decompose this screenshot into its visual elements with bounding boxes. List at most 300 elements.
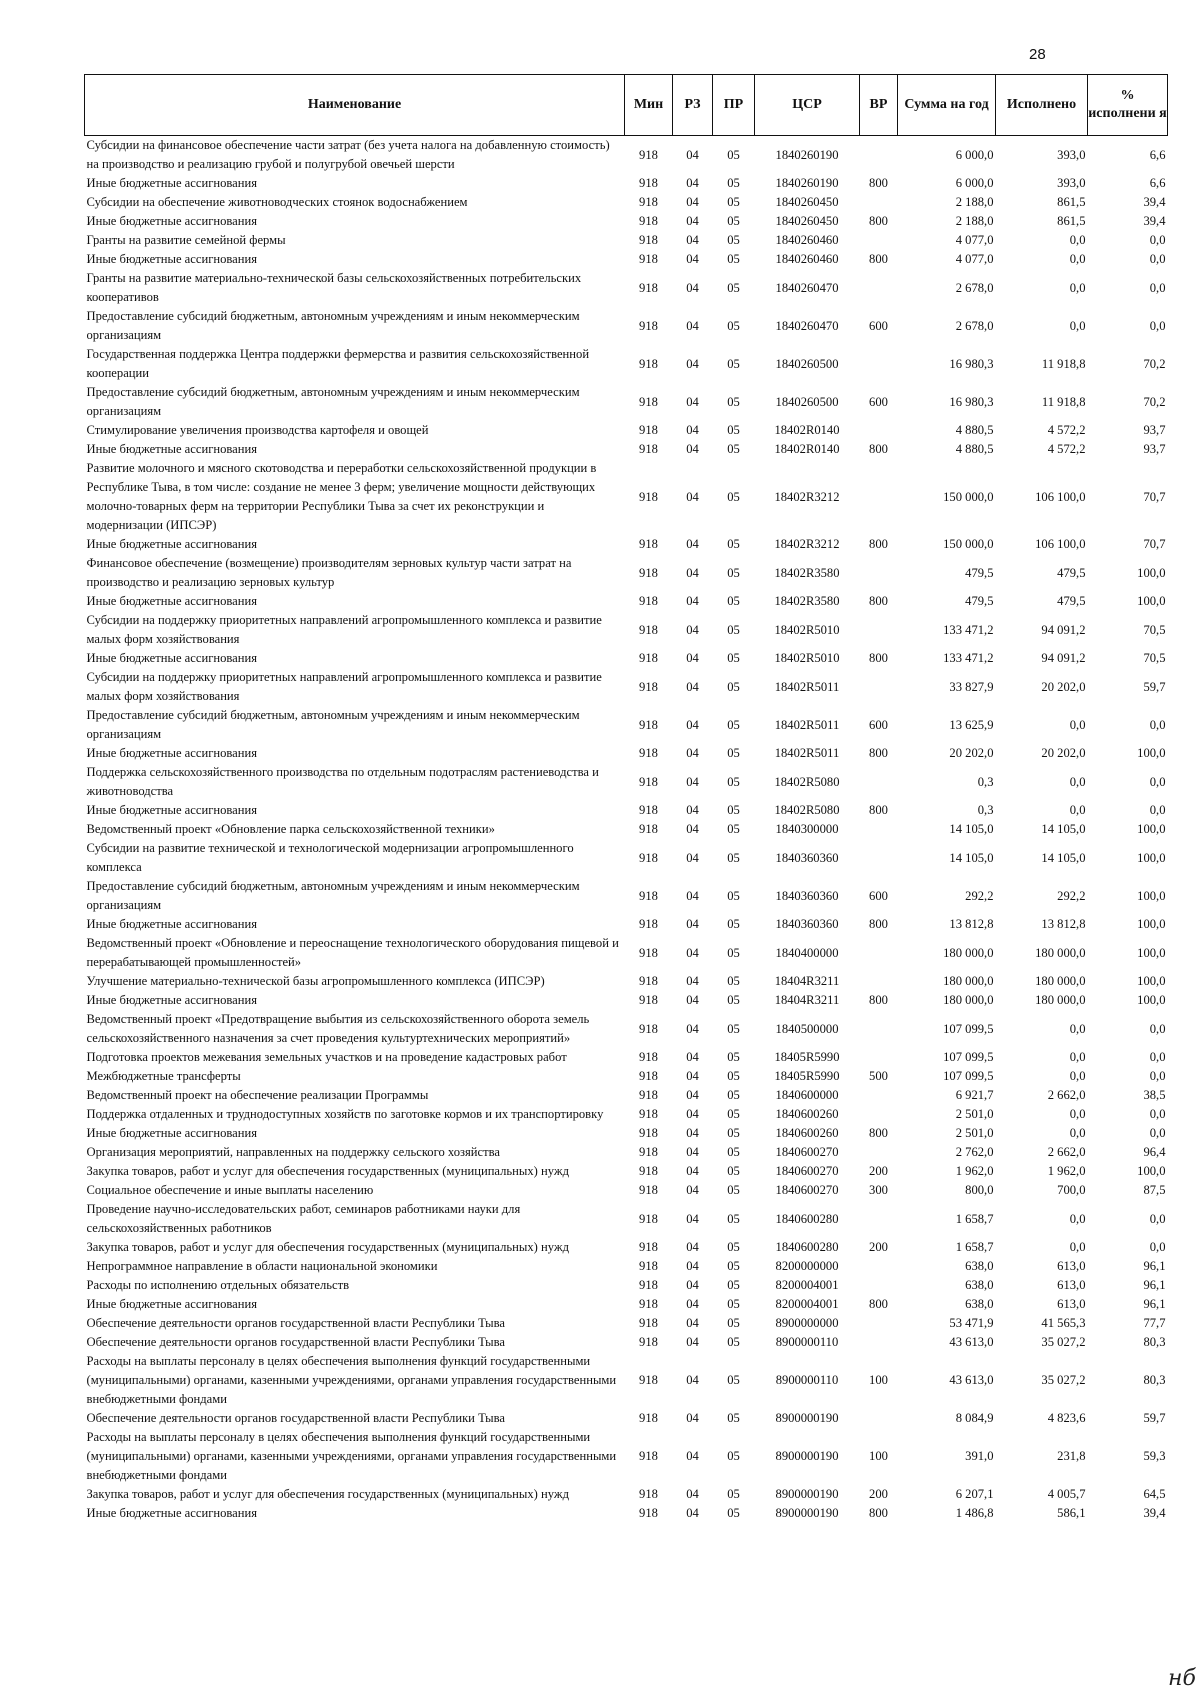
cell-pct: 100,0 [1137, 945, 1166, 960]
cell-name: Иные бюджетные ассигнования [86, 1126, 258, 1140]
col-header-pct: % исполнени я [1088, 75, 1168, 136]
cell-sum: 1 962,0 [955, 1164, 994, 1178]
cell-name: Субсидии на поддержку приоритетных направлений агропромышленного комплекса и развитие малых форм хозяйствования [86, 670, 602, 703]
col-header-pr: ПР [713, 75, 755, 136]
cell-rz: 04 [686, 945, 699, 960]
cell-sum: 107 099,5 [943, 1050, 994, 1064]
cell-min: 918 [639, 1050, 658, 1064]
cell-sum: 6 207,1 [955, 1487, 994, 1501]
cell-name: Развитие молочного и мясного скотоводства и переработки сельскохозяйственной продукции в Республике Тыва, в том числе: создание не менее 3 ферм; увеличение мощности действующих молочно-товарных ферм на территории Республики Тыва за счет их реконструкции и модернизации (ИПСЭР) [86, 461, 597, 532]
cell-rz: 04 [686, 1021, 699, 1036]
cell-rz: 04 [686, 717, 699, 732]
cell-done: 94 091,2 [1041, 651, 1086, 665]
cell-pct: 80,3 [1143, 1335, 1166, 1349]
cell-rz: 04 [686, 147, 699, 162]
cell-pct: 100,0 [1137, 888, 1166, 903]
cell-pct: 100,0 [1137, 993, 1166, 1007]
cell-name: Иные бюджетные ассигнования [86, 1506, 258, 1520]
cell-rz: 04 [686, 489, 699, 504]
cell-name: Улучшение материально-технической базы агропромышленного комплекса (ИПСЭР) [86, 974, 545, 988]
cell-done: 0,0 [1069, 252, 1086, 266]
cell-rz: 04 [686, 917, 699, 931]
cell-done: 231,8 [1057, 1449, 1086, 1463]
cell-min: 918 [639, 651, 658, 665]
cell-done: 861,5 [1057, 214, 1086, 228]
cell-done: 35 027,2 [1041, 1373, 1086, 1387]
cell-min: 918 [639, 176, 658, 190]
cell-sum: 2 678,0 [955, 280, 994, 295]
cell-sum: 43 613,0 [949, 1335, 994, 1349]
cell-csr: 1840600260 [775, 1107, 839, 1121]
table-row [85, 592, 1168, 611]
cell-done: 35 027,2 [1041, 1335, 1086, 1349]
cell-name: Поддержка отдаленных и труднодоступных хозяйств по заготовке кормов и их транспортировку [86, 1107, 604, 1121]
table-row [85, 1485, 1168, 1504]
cell-vr [860, 1257, 898, 1276]
cell-rz: 04 [686, 423, 699, 437]
cell-done: 0,0 [1069, 1050, 1086, 1064]
cell-vr [860, 269, 898, 307]
cell-vr: 800 [869, 1506, 888, 1520]
cell-pr: 05 [727, 1021, 740, 1036]
cell-pct: 39,4 [1143, 195, 1166, 209]
cell-min: 918 [639, 1183, 658, 1197]
cell-pct: 70,5 [1143, 651, 1166, 665]
handwritten-signature: нб [1168, 1666, 1196, 1691]
cell-pct: 96,1 [1143, 1259, 1166, 1273]
cell-rz: 04 [686, 1126, 699, 1140]
cell-pct: 0,0 [1149, 1021, 1166, 1036]
cell-sum: 0,3 [977, 803, 994, 817]
cell-sum: 180 000,0 [943, 974, 994, 988]
cell-name: Иные бюджетные ассигнования [86, 746, 258, 760]
cell-done: 180 000,0 [1035, 974, 1086, 988]
cell-vr [860, 136, 898, 175]
cell-rz: 04 [686, 356, 699, 371]
cell-rz: 04 [686, 1240, 699, 1254]
cell-pr: 05 [727, 622, 740, 637]
cell-pr: 05 [727, 717, 740, 732]
cell-min: 918 [639, 1164, 658, 1178]
cell-pr: 05 [727, 280, 740, 295]
cell-sum: 1 486,8 [955, 1506, 994, 1520]
cell-pct: 0,0 [1149, 1240, 1166, 1254]
cell-rz: 04 [686, 1088, 699, 1102]
cell-pct: 64,5 [1143, 1487, 1166, 1501]
cell-name: Непрограммное направление в области национальной экономики [86, 1259, 438, 1273]
cell-min: 918 [639, 746, 658, 760]
table-row [85, 269, 1168, 307]
cell-min: 918 [639, 1316, 658, 1330]
cell-csr: 1840260470 [775, 280, 839, 295]
cell-pct: 0,0 [1149, 252, 1166, 266]
cell-sum: 391,0 [965, 1449, 994, 1463]
cell-rz: 04 [686, 594, 699, 608]
cell-rz: 04 [686, 252, 699, 266]
table-row [85, 877, 1168, 915]
cell-min: 918 [639, 1240, 658, 1254]
cell-csr: 18402R0140 [774, 442, 840, 456]
cell-vr [860, 839, 898, 877]
table-row [85, 193, 1168, 212]
cell-pct: 100,0 [1137, 565, 1166, 580]
cell-rz: 04 [686, 774, 699, 789]
cell-pr: 05 [727, 888, 740, 903]
col-header-rz: РЗ [673, 75, 713, 136]
cell-done: 586,1 [1057, 1506, 1086, 1520]
cell-min: 918 [639, 565, 658, 580]
cell-min: 918 [639, 945, 658, 960]
cell-min: 918 [639, 1088, 658, 1102]
cell-sum: 6 000,0 [955, 147, 994, 162]
cell-vr: 800 [869, 1126, 888, 1140]
cell-sum: 107 099,5 [943, 1069, 994, 1083]
table-row [85, 1124, 1168, 1143]
cell-csr: 18402R5080 [774, 803, 840, 817]
cell-name: Иные бюджетные ассигнования [86, 1297, 258, 1311]
cell-pct: 96,4 [1143, 1145, 1166, 1159]
cell-pr: 05 [727, 233, 740, 247]
cell-vr: 800 [869, 917, 888, 931]
cell-pr: 05 [727, 1449, 740, 1463]
cell-sum: 16 980,3 [949, 394, 994, 409]
cell-name: Расходы на выплаты персоналу в целях обеспечения выполнения функций государственными (муниципальными) органами, казенными учреждениями, органами управления государственными внебюджетными фондами [86, 1354, 617, 1406]
cell-pr: 05 [727, 442, 740, 456]
cell-pct: 0,0 [1149, 1211, 1166, 1226]
cell-done: 0,0 [1069, 318, 1086, 333]
cell-min: 918 [639, 974, 658, 988]
cell-sum: 2 501,0 [955, 1126, 994, 1140]
cell-pct: 70,2 [1143, 356, 1166, 371]
col-header-vr: ВР [860, 75, 898, 136]
cell-sum: 4 077,0 [955, 233, 994, 247]
cell-sum: 1 658,7 [955, 1240, 994, 1254]
cell-vr [860, 820, 898, 839]
cell-csr: 8200000000 [775, 1259, 839, 1273]
cell-done: 292,2 [1057, 888, 1086, 903]
cell-pr: 05 [727, 1145, 740, 1159]
cell-pct: 87,5 [1143, 1183, 1166, 1197]
cell-csr: 8900000110 [775, 1335, 839, 1349]
cell-vr [860, 421, 898, 440]
cell-min: 918 [639, 394, 658, 409]
cell-sum: 107 099,5 [943, 1021, 994, 1036]
cell-pr: 05 [727, 1259, 740, 1273]
cell-vr [860, 1200, 898, 1238]
cell-rz: 04 [686, 1449, 699, 1463]
cell-name: Организация мероприятий, направленных на поддержку сельского хозяйства [86, 1145, 500, 1159]
cell-done: 613,0 [1057, 1297, 1086, 1311]
cell-vr [860, 1276, 898, 1295]
cell-rz: 04 [686, 1297, 699, 1311]
cell-done: 613,0 [1057, 1259, 1086, 1273]
cell-sum: 14 105,0 [949, 822, 994, 836]
cell-name: Ведомственный проект «Обновление парка сельскохозяйственной техники» [86, 822, 495, 836]
cell-vr [860, 1048, 898, 1067]
cell-pr: 05 [727, 537, 740, 551]
cell-vr: 100 [869, 1449, 888, 1463]
cell-rz: 04 [686, 1411, 699, 1425]
cell-vr [860, 1105, 898, 1124]
cell-name: Государственная поддержка Центра поддержки фермерства и развития сельскохозяйственной кооперации [86, 347, 590, 380]
cell-vr [860, 611, 898, 649]
cell-done: 613,0 [1057, 1278, 1086, 1292]
cell-name: Иные бюджетные ассигнования [86, 442, 258, 456]
cell-done: 0,0 [1069, 1240, 1086, 1254]
cell-pct: 100,0 [1137, 917, 1166, 931]
cell-csr: 18402R5011 [774, 746, 840, 760]
table-row [85, 915, 1168, 934]
cell-name: Закупка товаров, работ и услуг для обеспечения государственных (муниципальных) нужд [86, 1240, 569, 1254]
cell-done: 13 812,8 [1041, 917, 1086, 931]
cell-vr [860, 554, 898, 592]
cell-pr: 05 [727, 252, 740, 266]
cell-vr [860, 1086, 898, 1105]
table-row [85, 307, 1168, 345]
cell-name: Предоставление субсидий бюджетным, автономным учреждениям и иным некоммерческим организациям [86, 309, 580, 342]
cell-pr: 05 [727, 214, 740, 228]
cell-pr: 05 [727, 917, 740, 931]
cell-rz: 04 [686, 1316, 699, 1330]
cell-min: 918 [639, 423, 658, 437]
cell-vr: 600 [869, 394, 888, 409]
col-header-sum: Сумма на год [898, 75, 996, 136]
cell-pr: 05 [727, 945, 740, 960]
cell-vr [860, 972, 898, 991]
cell-rz: 04 [686, 537, 699, 551]
cell-sum: 13 625,9 [949, 717, 994, 732]
cell-done: 0,0 [1069, 280, 1086, 295]
cell-pct: 0,0 [1149, 1069, 1166, 1083]
cell-pct: 93,7 [1143, 442, 1166, 456]
cell-name: Расходы на выплаты персоналу в целях обеспечения выполнения функций государственными (муниципальными) органами, казенными учреждениями, органами управления государственными внебюджетными фондами [86, 1430, 617, 1482]
table-row [85, 1162, 1168, 1181]
cell-csr: 8900000190 [775, 1487, 839, 1501]
cell-csr: 1840360360 [775, 850, 839, 865]
table-row [85, 839, 1168, 877]
cell-vr [860, 763, 898, 801]
cell-rz: 04 [686, 679, 699, 694]
cell-rz: 04 [686, 565, 699, 580]
cell-name: Гранты на развитие семейной фермы [86, 233, 286, 247]
cell-csr: 8200004001 [775, 1278, 839, 1292]
cell-csr: 1840260190 [775, 147, 839, 162]
cell-vr: 800 [869, 214, 888, 228]
cell-pr: 05 [727, 1050, 740, 1064]
table-row [85, 535, 1168, 554]
cell-name: Ведомственный проект на обеспечение реализации Программы [86, 1088, 429, 1102]
cell-pct: 100,0 [1137, 1164, 1166, 1178]
cell-csr: 18402R5011 [774, 717, 840, 732]
cell-csr: 18402R3580 [774, 594, 840, 608]
table-row [85, 1200, 1168, 1238]
cell-pct: 70,7 [1143, 489, 1166, 504]
cell-vr: 200 [869, 1487, 888, 1501]
table-row [85, 383, 1168, 421]
cell-pr: 05 [727, 176, 740, 190]
cell-done: 0,0 [1069, 233, 1086, 247]
cell-min: 918 [639, 850, 658, 865]
cell-min: 918 [639, 679, 658, 694]
cell-pr: 05 [727, 974, 740, 988]
cell-vr [860, 1314, 898, 1333]
cell-sum: 8 084,9 [955, 1411, 994, 1425]
cell-sum: 2 762,0 [955, 1145, 994, 1159]
cell-vr: 800 [869, 1297, 888, 1311]
cell-pct: 0,0 [1149, 774, 1166, 789]
cell-name: Иные бюджетные ассигнования [86, 594, 258, 608]
cell-pr: 05 [727, 1373, 740, 1387]
cell-pct: 70,2 [1143, 394, 1166, 409]
cell-pr: 05 [727, 1335, 740, 1349]
cell-csr: 18404R3211 [774, 993, 840, 1007]
cell-min: 918 [639, 1069, 658, 1083]
page-number: 28 [1029, 46, 1046, 63]
cell-rz: 04 [686, 974, 699, 988]
cell-done: 479,5 [1057, 565, 1086, 580]
cell-pct: 38,5 [1143, 1088, 1166, 1102]
cell-pr: 05 [727, 394, 740, 409]
cell-min: 918 [639, 822, 658, 836]
cell-sum: 4 077,0 [955, 252, 994, 266]
cell-rz: 04 [686, 195, 699, 209]
cell-done: 479,5 [1057, 594, 1086, 608]
table-row [85, 649, 1168, 668]
cell-csr: 8900000190 [775, 1449, 839, 1463]
cell-vr: 800 [869, 537, 888, 551]
table-row [85, 136, 1168, 175]
cell-min: 918 [639, 1506, 658, 1520]
cell-min: 918 [639, 1211, 658, 1226]
cell-vr: 600 [869, 318, 888, 333]
cell-sum: 16 980,3 [949, 356, 994, 371]
table-row [85, 820, 1168, 839]
cell-pct: 100,0 [1137, 746, 1166, 760]
cell-vr: 800 [869, 594, 888, 608]
cell-vr [860, 193, 898, 212]
cell-name: Иные бюджетные ассигнования [86, 917, 258, 931]
cell-vr [860, 1010, 898, 1048]
cell-csr: 18402R3212 [774, 537, 840, 551]
cell-sum: 2 188,0 [955, 214, 994, 228]
cell-rz: 04 [686, 622, 699, 637]
cell-sum: 6 000,0 [955, 176, 994, 190]
cell-pr: 05 [727, 356, 740, 371]
cell-pct: 70,5 [1143, 622, 1166, 637]
cell-name: Закупка товаров, работ и услуг для обеспечения государственных (муниципальных) нужд [86, 1164, 569, 1178]
cell-done: 4 823,6 [1047, 1411, 1086, 1425]
cell-sum: 2 501,0 [955, 1107, 994, 1121]
cell-rz: 04 [686, 1050, 699, 1064]
table-row [85, 706, 1168, 744]
table-row [85, 231, 1168, 250]
cell-csr: 1840260460 [775, 233, 839, 247]
cell-vr: 800 [869, 993, 888, 1007]
table-row [85, 1143, 1168, 1162]
cell-min: 918 [639, 1021, 658, 1036]
cell-rz: 04 [686, 850, 699, 865]
cell-done: 11 918,8 [1041, 394, 1086, 409]
cell-csr: 8900000190 [775, 1411, 839, 1425]
cell-name: Субсидии на развитие технической и технологической модернизации агропромышленного комплекса [86, 841, 574, 874]
cell-name: Субсидии на финансовое обеспечение части затрат (без учета налога на добавленную стоимость) на производство и реализацию грубой и полугрубой овечьей шерсти [86, 138, 610, 171]
cell-pr: 05 [727, 147, 740, 162]
cell-pct: 100,0 [1137, 822, 1166, 836]
cell-vr: 600 [869, 717, 888, 732]
cell-pr: 05 [727, 1487, 740, 1501]
cell-done: 14 105,0 [1041, 822, 1086, 836]
cell-sum: 2 678,0 [955, 318, 994, 333]
budget-table [84, 74, 1168, 1523]
table-row [85, 554, 1168, 592]
cell-csr: 8900000190 [775, 1506, 839, 1520]
table-header-row [85, 75, 1168, 136]
cell-csr: 1840600000 [775, 1088, 839, 1102]
cell-sum: 1 658,7 [955, 1211, 994, 1226]
cell-pr: 05 [727, 1126, 740, 1140]
cell-done: 0,0 [1069, 1107, 1086, 1121]
cell-vr: 200 [869, 1164, 888, 1178]
cell-rz: 04 [686, 233, 699, 247]
cell-csr: 1840360360 [775, 888, 839, 903]
cell-done: 4 005,7 [1047, 1487, 1086, 1501]
cell-csr: 1840600260 [775, 1126, 839, 1140]
cell-min: 918 [639, 1259, 658, 1273]
cell-pr: 05 [727, 1240, 740, 1254]
cell-sum: 638,0 [965, 1278, 994, 1292]
cell-min: 918 [639, 1449, 658, 1463]
cell-sum: 0,3 [977, 774, 994, 789]
cell-min: 918 [639, 195, 658, 209]
cell-csr: 1840260500 [775, 394, 839, 409]
table-row [85, 1067, 1168, 1086]
table-body [85, 136, 1168, 1524]
cell-csr: 18402R3212 [774, 489, 840, 504]
cell-pr: 05 [727, 746, 740, 760]
cell-name: Иные бюджетные ассигнования [86, 537, 258, 551]
cell-csr: 1840260450 [775, 214, 839, 228]
cell-min: 918 [639, 774, 658, 789]
cell-done: 2 662,0 [1047, 1145, 1086, 1159]
cell-name: Предоставление субсидий бюджетным, автономным учреждениям и иным некоммерческим организациям [86, 879, 580, 912]
table-row [85, 1409, 1168, 1428]
cell-csr: 18405R5990 [774, 1069, 840, 1083]
cell-rz: 04 [686, 993, 699, 1007]
cell-name: Иные бюджетные ассигнования [86, 214, 258, 228]
cell-rz: 04 [686, 280, 699, 295]
cell-done: 4 572,2 [1047, 442, 1086, 456]
cell-vr: 100 [869, 1373, 888, 1387]
cell-min: 918 [639, 1335, 658, 1349]
cell-rz: 04 [686, 318, 699, 333]
cell-name: Гранты на развитие материально-технической базы сельскохозяйственных потребительских кооперативов [86, 271, 582, 304]
cell-min: 918 [639, 717, 658, 732]
cell-pct: 59,7 [1143, 679, 1166, 694]
cell-done: 2 662,0 [1047, 1088, 1086, 1102]
cell-sum: 4 880,5 [955, 442, 994, 456]
cell-sum: 20 202,0 [949, 746, 994, 760]
cell-pr: 05 [727, 651, 740, 665]
cell-rz: 04 [686, 1506, 699, 1520]
cell-sum: 638,0 [965, 1259, 994, 1273]
cell-pr: 05 [727, 850, 740, 865]
cell-rz: 04 [686, 888, 699, 903]
cell-min: 918 [639, 1373, 658, 1387]
table-row [85, 459, 1168, 535]
cell-rz: 04 [686, 1335, 699, 1349]
table-row [85, 1504, 1168, 1523]
cell-pct: 80,3 [1143, 1373, 1166, 1387]
